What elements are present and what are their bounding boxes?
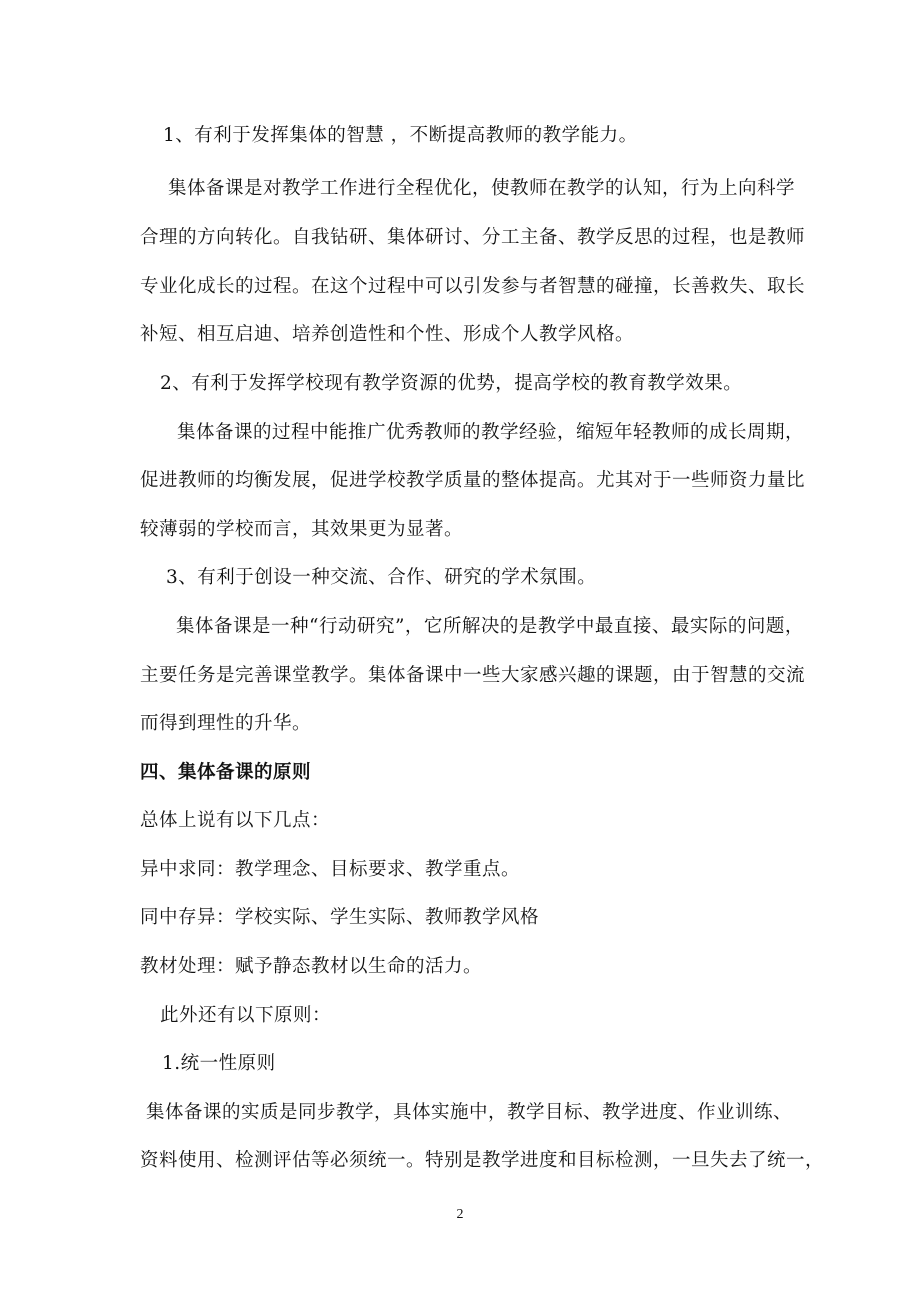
section-heading: 四、集体备课的原则 [140,762,312,783]
paragraph-line: 总体上说有以下几点： [140,810,331,831]
paragraph-line: 资料使用、检测评估等必须统一。特别是教学进度和目标检测，一旦失去了统一， [140,1150,825,1171]
paragraph-line: 促进教师的均衡发展，促进学校教学质量的整体提高。尤其对于一些师资力量比 [140,470,806,491]
paragraph-line: 此外还有以下原则： [160,1005,332,1026]
paragraph-line: 补短、相互启迪、培养创造性和个性、形成个人教学风格。 [140,324,635,345]
principle-item: 同中存异：学校实际、学生实际、教师教学风格 [140,907,540,928]
paragraph-line: 主要任务是完善课堂教学。集体备课中一些大家感兴趣的课题，由于智慧的交流 [140,665,806,686]
paragraph-line: 集体备课的过程中能推广优秀教师的教学经验，缩短年轻教师的成长周期， [177,422,805,443]
paragraph-line: 专业化成长的过程。在这个过程中可以引发参与者智慧的碰撞，长善救失、取长 [140,276,806,297]
paragraph-line: 集体备课是一种“行动研究”，它所解决的是教学中最直接、最实际的问题， [176,616,804,637]
subsection-heading: 1.统一性原则 [162,1053,276,1074]
page-number: 2 [456,1207,464,1222]
paragraph-line: 而得到理性的升华。 [140,713,312,734]
paragraph-line: 较薄弱的学校而言，其效果更为显著。 [140,519,464,540]
paragraph-point-3-heading: 3、有利于创设一种交流、合作、研究的学术氛围。 [166,567,597,588]
paragraph-line: 合理的方向转化。自我钻研、集体研讨、分工主备、教学反思的过程，也是教师 [140,227,806,248]
principle-item: 异中求同：教学理念、目标要求、教学重点。 [140,859,521,880]
paragraph-point-2-heading: 2、有利于发挥学校现有教学资源的优势，提高学校的教育教学效果。 [160,373,743,394]
paragraph-point-1-heading: 1、有利于发挥集体的智慧 ，不断提高教师的教学能力。 [163,125,638,146]
paragraph-line: 集体备课是对教学工作进行全程优化，使教师在教学的认知，行为上向科学 [168,178,796,199]
principle-item: 教材处理：赋予静态教材以生命的活力。 [140,956,483,977]
paragraph-line: 集体备课的实质是同步教学，具体实施中，教学目标、教学进度、作业训练、 [146,1102,793,1123]
